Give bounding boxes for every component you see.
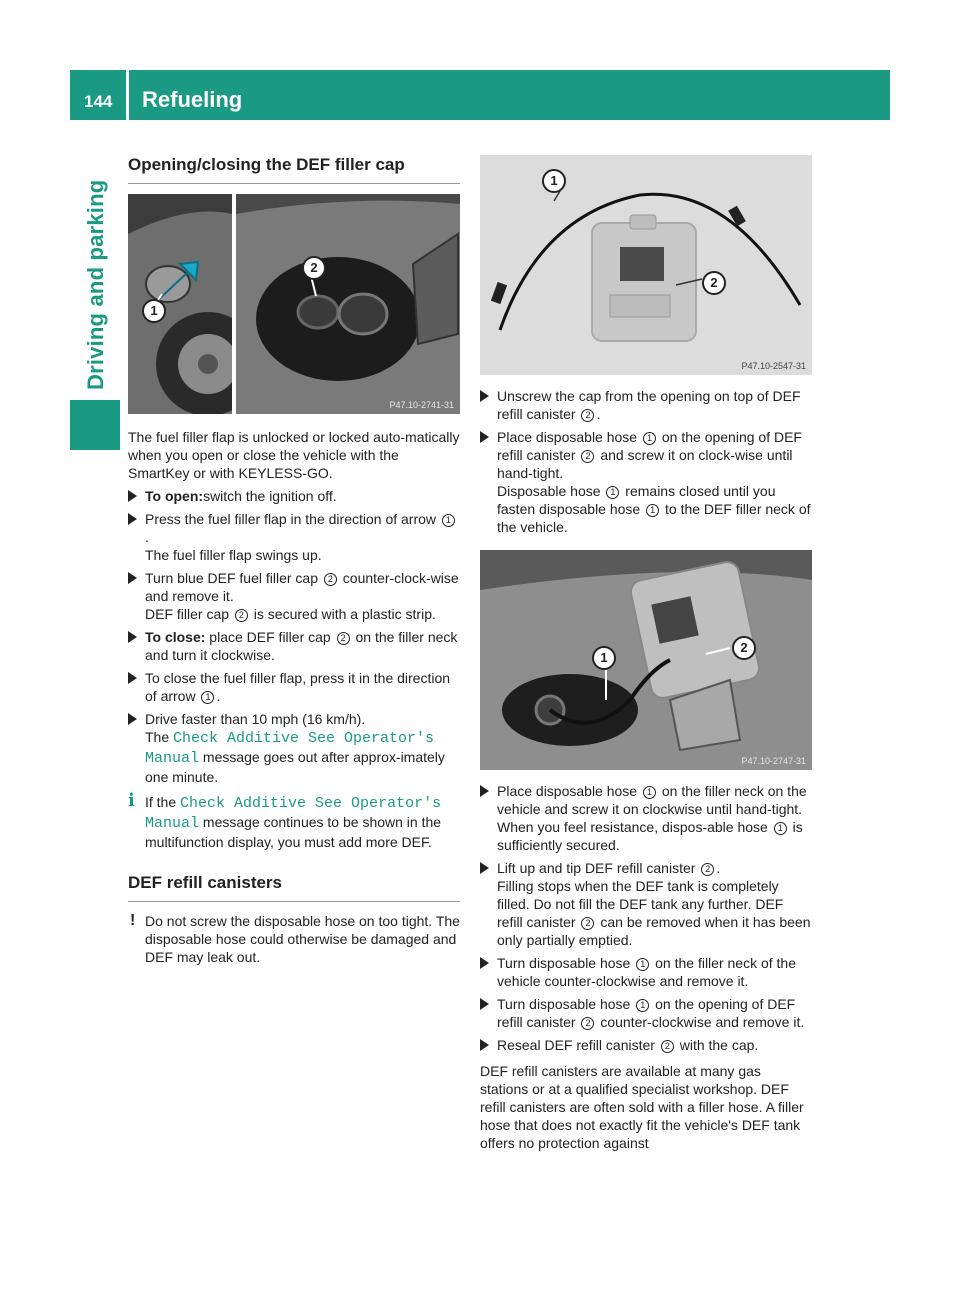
filler-cap-illustration xyxy=(128,194,460,414)
ref-number: 1 xyxy=(643,786,656,799)
figure-code: P47.10-2747-31 xyxy=(741,756,806,766)
ref-number: 2 xyxy=(701,863,714,876)
step-text: counter-clockwise and remove it. xyxy=(596,1014,805,1030)
warning-icon: ! xyxy=(130,912,136,929)
step-text: can be removed when it has been only partially emptied. xyxy=(497,914,811,948)
intro-paragraph: The fuel filler flap is unlocked or locked auto-matically when you open or close the vehicle with the SmartKey or with KEYLESS-GO. xyxy=(128,429,460,481)
step-arrow-icon xyxy=(128,490,137,502)
step-text: on the opening of DEF refill canister xyxy=(497,996,796,1030)
ref-number: 1 xyxy=(636,999,649,1012)
step-place-hose xyxy=(480,428,812,536)
step-text: on the filler neck of the vehicle counter-clockwise and remove it. xyxy=(497,955,796,989)
step-text: is sufficiently secured. xyxy=(497,819,803,853)
step-text: . xyxy=(145,529,149,545)
step-open xyxy=(128,487,460,505)
step-arrow-icon xyxy=(480,1039,489,1051)
step-text: To close the fuel filler flap, press it in the direction of arrow xyxy=(145,670,451,704)
sidebar-section-label: Driving and parking xyxy=(83,179,108,390)
step-unscrew-cap xyxy=(480,387,812,423)
step-place-on-filler-neck xyxy=(480,782,812,854)
figure-filler-cap xyxy=(128,194,460,414)
step-text: Turn disposable hose xyxy=(497,996,635,1012)
step-text: Filling stops when the DEF tank is completely filled. Do not fill the DEF tank any further. DEF refill canister xyxy=(497,878,784,930)
step-text: Lift up and tip DEF refill canister xyxy=(497,860,700,876)
ref-number: 2 xyxy=(337,632,350,645)
step-text: The fuel filler flap swings up. xyxy=(145,547,322,563)
ref-number: 1 xyxy=(201,691,214,704)
note-text: Do not screw the disposable hose on too tight. The disposable hose could otherwise be damaged and DEF may leak out. xyxy=(145,913,460,965)
filling-illustration xyxy=(480,550,812,770)
step-text: counter-clock-wise and remove it. xyxy=(145,570,459,604)
refill-canister-illustration xyxy=(480,155,812,375)
step-arrow-icon xyxy=(128,572,137,584)
step-turn-cap xyxy=(128,569,460,623)
info-note xyxy=(128,790,460,851)
ref-number: 2 xyxy=(581,450,594,463)
ref-number: 2 xyxy=(324,573,337,586)
callout-2: 2 xyxy=(302,256,326,280)
ref-number: 2 xyxy=(581,409,594,422)
page-header xyxy=(70,70,890,120)
step-arrow-icon xyxy=(128,672,137,684)
callout-1: 1 xyxy=(592,646,616,670)
step-remove-from-neck xyxy=(480,954,812,990)
section-title-canisters: DEF refill canisters xyxy=(128,873,460,902)
page-number: 144 xyxy=(84,92,113,111)
step-text: Drive faster than 10 mph (16 km/h). xyxy=(145,711,366,727)
section-title-opening: Opening/closing the DEF filler cap xyxy=(128,155,460,184)
step-text: and screw it on clock-wise until hand-tight. xyxy=(497,447,793,481)
step-text: Turn disposable hose xyxy=(497,955,635,971)
step-text: with the cap. xyxy=(675,1037,759,1053)
step-text: DEF filler cap xyxy=(145,606,233,622)
step-drive xyxy=(128,710,460,786)
step-label: To close: xyxy=(145,629,206,645)
step-close-flap xyxy=(128,669,460,705)
step-text: Turn blue DEF fuel filler cap xyxy=(145,570,322,586)
step-remove-from-canister xyxy=(480,995,812,1031)
ref-number: 1 xyxy=(636,958,649,971)
ref-number: 2 xyxy=(235,609,248,622)
figure-filling xyxy=(480,550,812,770)
step-text: . xyxy=(716,860,721,876)
callout-1: 1 xyxy=(142,299,166,323)
step-text: Place disposable hose xyxy=(497,783,641,799)
step-arrow-icon xyxy=(480,862,489,874)
right-column xyxy=(480,155,812,1152)
step-label: To open: xyxy=(145,488,204,504)
step-arrow-icon xyxy=(128,513,137,525)
callout-2: 2 xyxy=(732,636,756,660)
header-divider xyxy=(126,70,129,120)
step-arrow-icon xyxy=(480,390,489,402)
step-text: is secured with a plastic strip. xyxy=(249,606,436,622)
step-text: . xyxy=(216,688,221,704)
chapter-title: Refueling xyxy=(142,87,243,112)
step-text: Press the fuel filler flap in the direction of arrow xyxy=(145,511,440,527)
ref-number: 1 xyxy=(606,486,619,499)
step-text: on the filler neck and turn it clockwise. xyxy=(145,629,458,663)
warning-note xyxy=(128,912,460,966)
step-arrow-icon xyxy=(480,785,489,797)
note-text: If the xyxy=(145,794,181,810)
ref-number: 2 xyxy=(581,917,594,930)
step-text: Place disposable hose xyxy=(497,429,641,445)
sidebar-tab-block xyxy=(70,400,120,450)
step-text: place DEF filler cap xyxy=(205,629,335,645)
step-lift-and-tip xyxy=(480,859,812,949)
step-arrow-icon xyxy=(128,631,137,643)
info-icon: i xyxy=(128,790,135,811)
step-text: to the DEF filler neck of the vehicle. xyxy=(497,501,811,535)
callout-1: 1 xyxy=(542,169,566,193)
step-reseal xyxy=(480,1036,812,1054)
step-text: The xyxy=(145,729,174,745)
display-message: Check Additive See Operator's Manual xyxy=(145,730,435,767)
display-message: Check Additive See Operator's Manual xyxy=(145,795,442,832)
step-text: . xyxy=(596,406,601,422)
step-text: message goes out after approx-imately one minute. xyxy=(145,749,445,785)
note-text: message continues to be shown in the multifunction display, you must add more DEF. xyxy=(145,814,442,850)
step-text: switch the ignition off. xyxy=(203,488,337,504)
ref-number: 1 xyxy=(774,822,787,835)
ref-number: 2 xyxy=(581,1017,594,1030)
ref-number: 1 xyxy=(646,504,659,517)
left-column xyxy=(128,155,460,966)
step-text: Unscrew the cap from the opening on top of DEF refill canister xyxy=(497,388,801,422)
figure-code: P47.10-2741-31 xyxy=(389,400,454,410)
ref-number: 2 xyxy=(661,1040,674,1053)
step-arrow-icon xyxy=(480,998,489,1010)
step-text: on the opening of DEF refill canister xyxy=(497,429,802,463)
step-arrow-icon xyxy=(128,713,137,725)
figure-code: P47.10-2547-31 xyxy=(741,361,806,371)
ref-number: 1 xyxy=(442,514,455,527)
step-close xyxy=(128,628,460,664)
step-arrow-icon xyxy=(480,957,489,969)
step-text: Disposable hose xyxy=(497,483,605,499)
outro-paragraph: DEF refill canisters are available at many gas stations or at a qualified specialist workshop. DEF refill canisters are often sold with a filler hose. A filler hose that does not exactly fit the vehicle's DEF tank offers no protection against xyxy=(480,1063,804,1151)
step-press-flap xyxy=(128,510,460,564)
step-text: on the filler neck on the vehicle and screw it on clockwise until hand-tight. When you feel resistance, dispos-able hose xyxy=(497,783,807,835)
step-text: Reseal DEF refill canister xyxy=(497,1037,659,1053)
ref-number: 1 xyxy=(643,432,656,445)
callout-2: 2 xyxy=(702,271,726,295)
step-arrow-icon xyxy=(480,431,489,443)
figure-refill-canister xyxy=(480,155,812,375)
step-text: remains closed until you fasten disposable hose xyxy=(497,483,776,517)
